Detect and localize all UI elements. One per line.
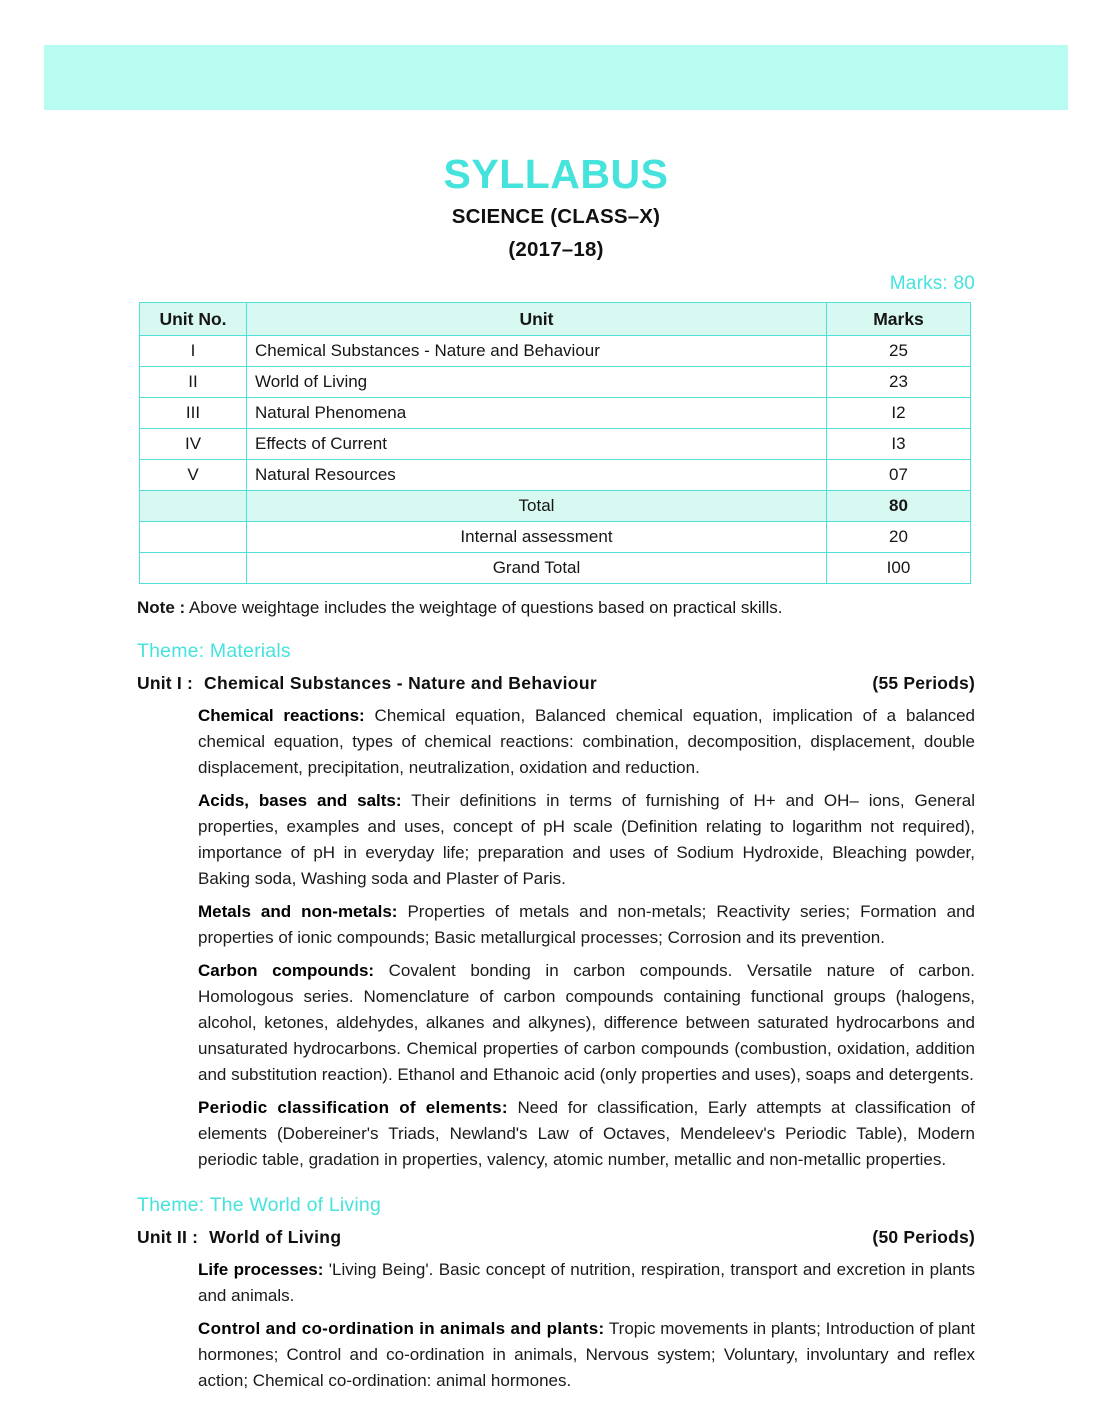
cell-internal-assessment-marks: 20 [827,522,971,553]
total-marks-label: Marks: 80 [889,273,975,294]
cell-unit-no: II [140,367,247,398]
syllabus-paragraph [198,1309,975,1394]
note-line [137,584,975,619]
table-row [140,398,971,429]
syllabus-paragraph [198,1250,975,1309]
paragraph-lead: Carbon compounds: [198,961,375,981]
note-label: Note : [137,598,186,617]
unit-heading-left [137,673,597,694]
paragraph-text: Chemical equation, Balanced chemical equation, implication of a balanced chemical equation, types of chemical reactions: combination, decomposition, displacement, double displacement, precipitation, neutralization, oxidation and reduction. [198,706,975,778]
cell-unit: Effects of Current [247,429,827,460]
unit-periods-label: (50 Periods) [872,1227,975,1248]
page-session: (2017–18) [508,238,604,261]
cell-unit-no: III [140,398,247,429]
syllabus-paragraph [198,892,975,951]
paragraph-text: Tropic movements in plants; Introduction of plant hormones; Control and co-ordination in animals, Nervous system; Voluntary, involuntary and reflex action; Chemical co-ordination: animal hormones. [198,1319,976,1391]
note-text: Above weightage includes the weightage of questions based on practical skills. [185,598,783,617]
theme-heading-world-of-living: Theme: The World of Living [137,1194,382,1217]
table-body [140,336,971,584]
cell-unit: Natural Phenomena [247,398,827,429]
cell-total-marks: 80 [827,491,971,522]
page-content [137,140,975,1394]
cell-unit: World of Living [247,367,827,398]
paragraph-text: Properties of metals and non-metals; Reactivity series; Formation and properties of ionic compounds; Basic metallurgical processes; Corrosion and its prevention. [198,902,975,948]
paragraph-text: Covalent bonding in carbon compounds. Versatile nature of carbon. Homologous series. Nomenclature of carbon compounds containing functional groups (halogens, alcohol, ketones, aldehydes, alkanes and alkynes), difference between saturated hydrocarbons and unsaturated hydrocarbons. Chemical properties of carbon compounds (combustion, oxidation, addition and substitution reaction). Ethanol and Ethanoic acid (only properties and uses), soaps and detergents. [198,961,976,1085]
cell-unit-no: I [140,336,247,367]
unit-number-label: Unit I : [137,673,194,694]
cell-unit: Natural Resources [247,460,827,491]
paragraph-lead: Chemical reactions: [198,706,365,726]
column-header-marks: Marks [827,303,971,336]
syllabus-paragraph [198,1088,975,1173]
paragraph-text: Need for classification, Early attempts at classification of elements (Dobereiner's Triads, Newland's Law of Octaves, Mendeleev's Periodic Table), Modern periodic table, gradation in properties, valency, atomic number, metallic and non-metallic properties. [198,1098,976,1170]
cell-total-label: Total [247,491,827,522]
paragraph-text: Their definitions in terms of furnishing of H+ and OH– ions, General properties, examples and uses, concept of pH scale (Definition relating to logarithm not required), importance of pH in everyday life; preparation and uses of Sodium Hydroxide, Bleaching powder, Baking soda, Washing soda and Plaster of Paris. [198,791,975,889]
cell-unit-no: V [140,460,247,491]
unit-number-label: Unit II : [137,1227,199,1248]
unit-heading-2 [137,1220,975,1250]
column-header-unit-no: Unit No. [140,303,247,336]
table-row-total [140,491,971,522]
theme-heading-materials: Theme: Materials [137,640,291,663]
unit-heading-1 [137,666,975,696]
column-header-unit: Unit [247,303,827,336]
table-row-internal-assessment [140,522,971,553]
cell-marks: I2 [827,398,971,429]
paragraph-text: 'Living Being'. Basic concept of nutrition, respiration, transport and excretion in plants and animals. [198,1260,975,1306]
top-decorative-banner [44,45,1068,110]
cell-unit: Chemical Substances - Nature and Behaviour [247,336,827,367]
table-row [140,460,971,491]
cell-grand-total-label: Grand Total [247,553,827,584]
table-header [140,303,971,336]
table-row [140,367,971,398]
syllabus-paragraph [198,781,975,892]
cell-empty [140,522,247,553]
cell-empty [140,553,247,584]
cell-empty [140,491,247,522]
cell-marks: 25 [827,336,971,367]
page-subtitle: SCIENCE (CLASS–X) [451,205,661,228]
weightage-table [139,302,971,584]
unit-periods-label: (55 Periods) [872,673,975,694]
cell-marks: I3 [827,429,971,460]
paragraph-lead: Metals and non-metals: [198,902,398,922]
cell-grand-total-marks: I00 [827,553,971,584]
paragraph-lead: Periodic classification of elements: [198,1098,508,1118]
paragraph-lead: Control and co-ordination in animals and plants: [198,1319,605,1339]
table-row [140,336,971,367]
cell-internal-assessment-label: Internal assessment [247,522,827,553]
unit-title-label: Chemical Substances - Nature and Behaviour [204,673,598,694]
unit-title-label: World of Living [209,1227,342,1248]
syllabus-paragraph [198,696,975,781]
paragraph-lead: Acids, bases and salts: [198,791,402,811]
table-row-grand-total [140,553,971,584]
page-title: SYLLABUS [443,151,669,197]
unit-heading-left [137,1227,341,1248]
syllabus-paragraph [198,951,975,1088]
cell-unit-no: IV [140,429,247,460]
title-block [137,140,975,262]
cell-marks: 23 [827,367,971,398]
cell-marks: 07 [827,460,971,491]
paragraph-lead: Life processes: [198,1260,324,1280]
table-header-row [140,303,971,336]
table-row [140,429,971,460]
